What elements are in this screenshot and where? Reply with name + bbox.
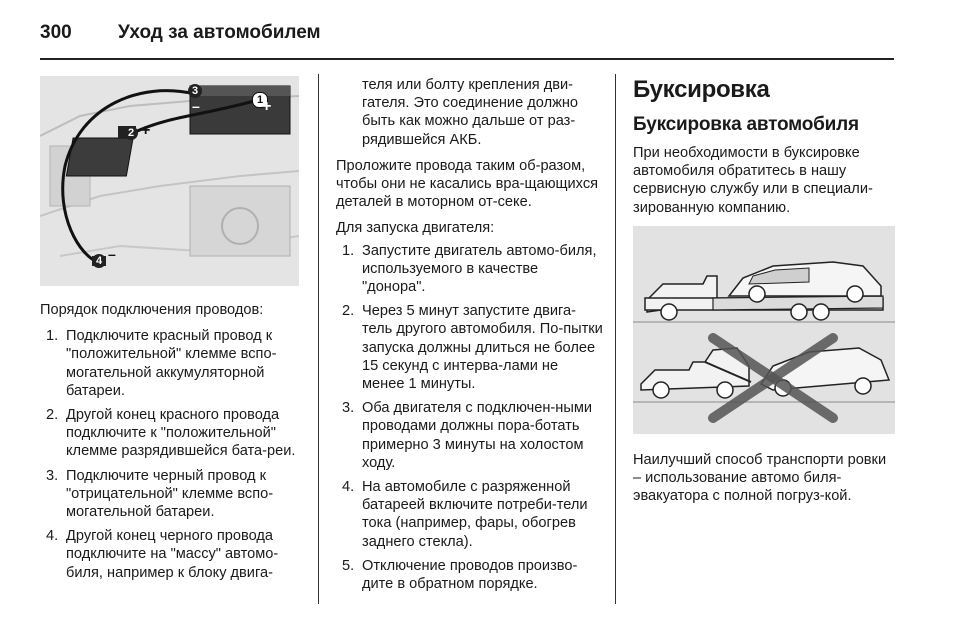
callout-1: 1: [252, 92, 268, 108]
page-number: 300: [40, 22, 72, 43]
list-item: 3. Оба двигателя с подключен-ными проводами должны пора-ботать примерно 3 минуты на холостом ходу.: [342, 400, 593, 471]
list-item: 1. Запустите двигатель автомо-биля, используемого в качестве "донора".: [342, 242, 597, 296]
header-rule: [40, 58, 894, 60]
column-2: [336, 76, 604, 599]
column-3-lower: [633, 451, 895, 514]
cable-routing-paragraph: Проложите провода таким об-разом, чтобы они не касались вра-щающихся деталей в моторном от-секе.: [336, 157, 599, 211]
section-title: Уход за автомобилем: [118, 22, 321, 43]
callout-4: 4: [92, 254, 106, 268]
list-item: 4. На автомобиле с разряженной батареей включите потреби-тели тока (например, фары, обогрев заднего стекла).: [342, 479, 588, 550]
plus-sign-2: +: [141, 122, 151, 139]
list-item: 5. Отключение проводов произво-дите в обратном порядке.: [342, 557, 578, 593]
towing-intro-paragraph: При необходимости в буксировке автомобиля обратитесь в нашу сервисную службу или в специали-зированную компанию.: [633, 145, 873, 216]
list-item: 4. Другой конец черного провода подключите на "массу" автомо-биля, например к блоку двига-: [46, 528, 279, 581]
engine-start-intro: Для запуска двигателя:: [336, 220, 495, 237]
connection-steps-list: [40, 327, 304, 582]
continuation-text: теля или болту крепления дви-гателя. Это соединение должно быть как можно дальше от раз-рядившейся АКБ.: [362, 77, 579, 148]
column-3: [633, 76, 895, 225]
list-item: 2. Другой конец красного провода подключите к "положительной" клемме разрядившейся бата-реи.: [46, 407, 296, 460]
callout-3: 3: [188, 84, 202, 98]
callout-2: 2: [124, 126, 138, 140]
engine-start-steps-list: [336, 242, 604, 594]
best-transport-paragraph: Наилучший способ транспорти ровки – использование автомо биля-эвакуатора с полной погруз-кой.: [633, 452, 887, 505]
list-item: 3. Подключите черный провод к "отрицательной" клемме вспо-могательной батареи.: [46, 467, 274, 521]
column-divider-1: [318, 74, 319, 604]
plus-sign-1: +: [262, 98, 272, 115]
connection-order-intro: Порядок подключения проводов:: [40, 302, 264, 318]
column-divider-2: [615, 74, 616, 604]
minus-sign-3: –: [192, 98, 200, 114]
jump-start-illustration: [40, 76, 299, 286]
list-item: 2. Через 5 минут запустите двига-тель другого автомобиля. По-пытки запуска должны длиться не более 15 секунд с интерва-лами не менее 1 минуты.: [342, 303, 603, 393]
list-item: 1. Подключите красный провод к "положительной" клемме вспо-могательной аккумуляторной батареи.: [46, 328, 277, 399]
tow-truck-drawing: [633, 226, 895, 434]
column-1: [40, 301, 304, 588]
towing-illustration: [633, 226, 895, 434]
towing-subheading: Буксировка автомобиля: [633, 114, 859, 135]
page-header: [40, 18, 894, 58]
minus-sign-4: –: [108, 246, 116, 262]
towing-heading: Буксировка: [633, 76, 770, 103]
